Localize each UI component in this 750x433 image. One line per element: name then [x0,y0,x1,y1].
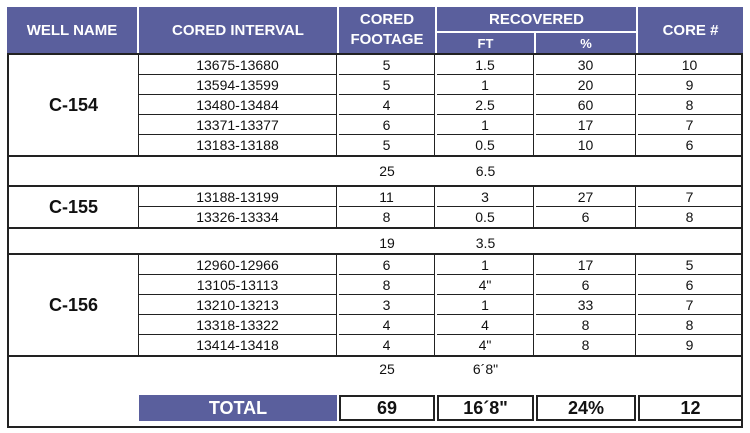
cell-cored-footage: 3 [339,295,435,315]
cell-recovered-pct: 17 [536,115,636,135]
cell-recovered-pct: 8 [536,315,636,335]
cell-cored-footage: 6 [339,115,435,135]
total-recovered-pct: 24% [536,395,636,421]
cell-cored-interval: 13594-13599 [139,75,337,95]
cell-cored-interval: 13188-13199 [139,187,337,207]
cell-core-number: 7 [638,115,741,135]
total-recovered-ft: 16´8" [437,395,534,421]
cell-cored-footage: 4 [339,95,435,115]
total-core-number: 12 [638,395,743,421]
cell-core-number: 9 [638,75,741,95]
total-footage: 69 [339,395,435,421]
frame-bottom [7,426,743,428]
cell-recovered-pct: 8 [536,335,636,355]
cell-cored-footage: 5 [339,55,435,75]
frame-left [7,157,9,428]
cell-recovered-pct: 33 [536,295,636,315]
cell-core-number: 7 [638,295,741,315]
cell-cored-interval: 13210-13213 [139,295,337,315]
cell-cored-interval: 13480-13484 [139,95,337,115]
cell-recovered-ft: 4" [437,275,534,295]
cell-cored-interval: 13105-13113 [139,275,337,295]
header-cored-footage-line2: FOOTAGE [350,31,424,48]
cell-cored-interval: 13318-13322 [139,315,337,335]
subtotal-footage: 19 [379,235,395,251]
cell-core-number: 8 [638,95,741,115]
cell-recovered-pct: 6 [536,207,636,227]
cell-cored-footage: 8 [339,207,435,227]
cell-recovered-pct: 27 [536,187,636,207]
cell-core-number: 5 [638,255,741,275]
cell-recovered-pct: 6 [536,275,636,295]
cell-cored-footage: 5 [339,75,435,95]
well-name: C-155 [9,187,139,227]
cell-recovered-pct: 60 [536,95,636,115]
cell-cored-footage: 4 [339,315,435,335]
cell-core-number: 6 [685,137,694,153]
header-recovered: RECOVERED [437,7,636,31]
cell-recovered-ft: 0.5 [437,207,534,227]
cell-recovered-ft: 1 [437,115,534,135]
subtotal-footage: 25 [379,361,395,377]
header-cored-interval: CORED INTERVAL [139,7,337,53]
cell-cored-footage: 5 [339,135,435,155]
cell-core-number: 6 [638,275,741,295]
cell-core-number: 7 [638,187,741,207]
cell-recovered-ft: 4" [437,335,534,355]
cell-cored-interval: 13371-13377 [139,115,337,135]
cell-cored-footage: 8 [339,275,435,295]
cell-recovered-pct: 10 [536,135,636,155]
total-label: TOTAL [139,395,337,421]
subtotal-recovered-ft: 6.5 [475,163,496,179]
cell-recovered-ft: 1 [437,295,534,315]
frame-right [741,157,743,428]
header-recovered-ft: FT [437,33,534,53]
cell-cored-footage: 6 [339,255,435,275]
well-name: C-156 [9,255,139,355]
cell-recovered-ft: 1.5 [437,55,534,75]
cell-cored-footage: 4 [339,335,435,355]
cell-cored-interval: 13675-13680 [139,55,337,75]
cell-core-number: 8 [638,315,741,335]
cell-recovered-pct: 20 [536,75,636,95]
cell-recovered-ft: 0.5 [437,135,534,155]
cell-recovered-pct: 17 [536,255,636,275]
cell-cored-interval: 13414-13418 [139,335,337,355]
cell-cored-interval: 13183-13188 [139,135,337,155]
header-cored-footage-line1: CORED [359,11,415,28]
cell-recovered-pct: 30 [536,55,636,75]
core-recovery-table [7,7,743,428]
well-name: C-154 [9,55,139,155]
subtotal-recovered-ft: 6´8" [472,361,499,377]
cell-recovered-ft: 2.5 [437,95,534,115]
header-recovered-pct: % [536,33,636,53]
header-well-name: WELL NAME [7,7,137,53]
cell-core-number: 9 [685,337,694,353]
cell-recovered-ft: 1 [437,255,534,275]
cell-recovered-ft: 4 [437,315,534,335]
subtotal-recovered-ft: 3.5 [475,235,496,251]
cell-core-number: 10 [638,55,741,75]
header-core-number: CORE # [638,7,743,53]
cell-recovered-ft: 3 [437,187,534,207]
cell-cored-footage: 11 [339,187,435,207]
subtotal-footage: 25 [379,163,395,179]
cell-cored-interval: 12960-12966 [139,255,337,275]
cell-recovered-ft: 1 [437,75,534,95]
cell-cored-interval: 13326-13334 [139,207,337,227]
header-cored-footage [339,7,435,53]
cell-core-number: 8 [685,209,694,225]
